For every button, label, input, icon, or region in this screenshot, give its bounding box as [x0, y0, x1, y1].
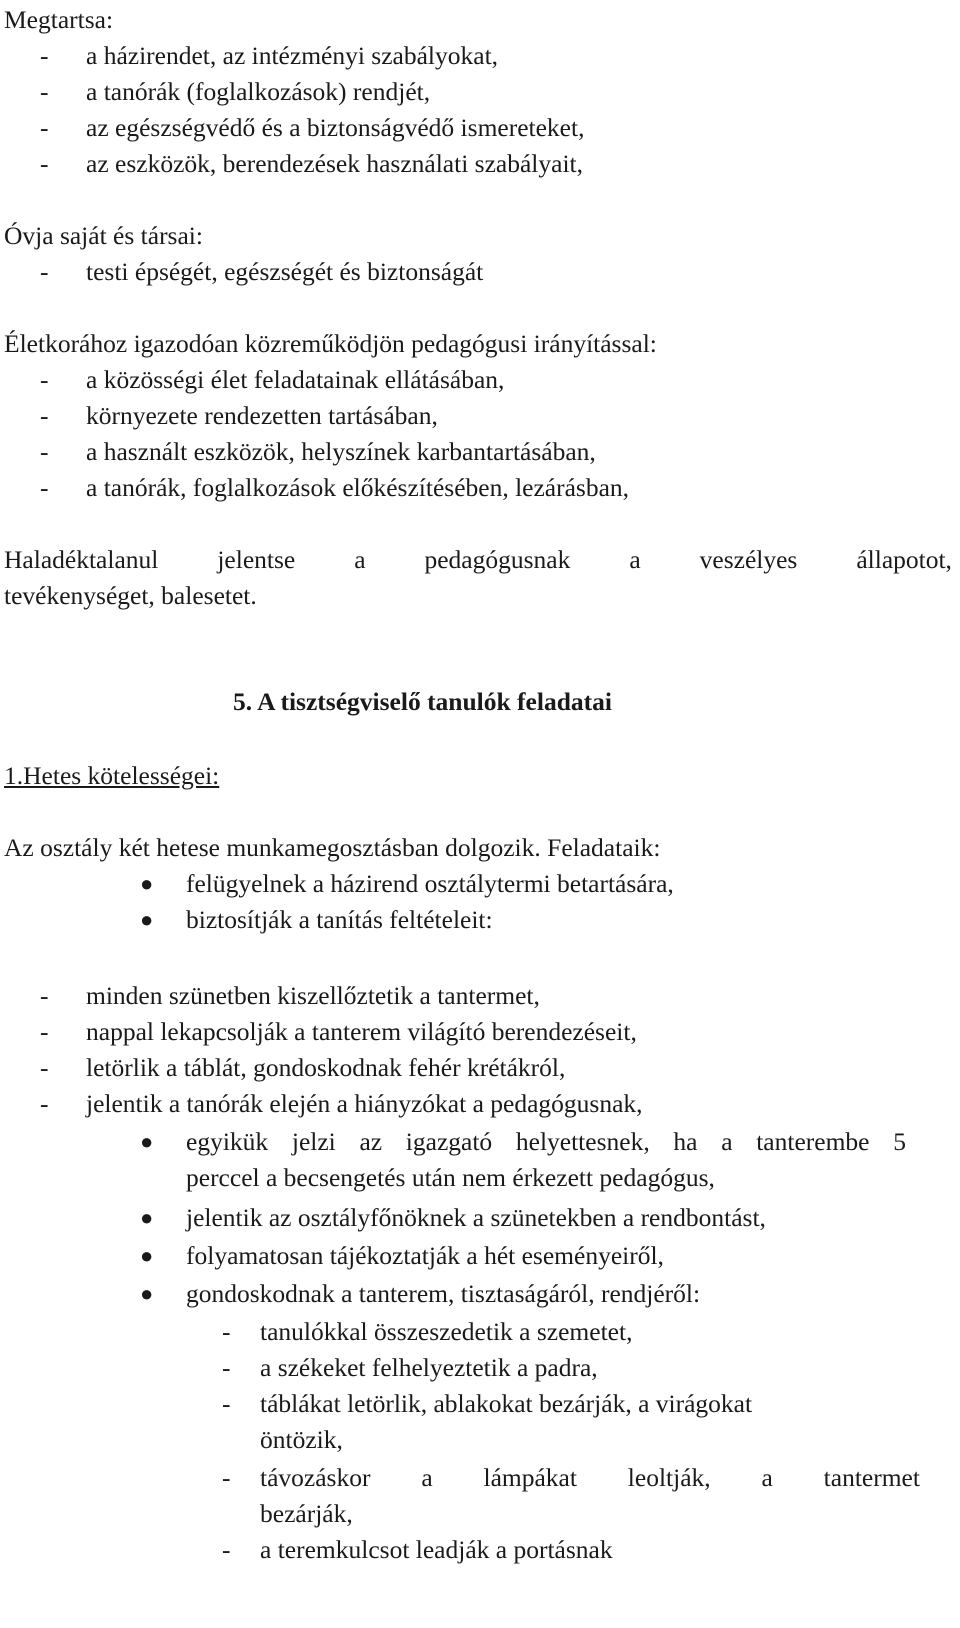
- word: állapotot,: [856, 545, 952, 574]
- list-item-text: a tanórák (foglalkozások) rendjét,: [86, 77, 431, 106]
- list-item-text: öntözik,: [260, 1425, 343, 1454]
- word: lámpákat: [483, 1463, 577, 1492]
- word: veszélyes: [699, 545, 798, 574]
- dash-marker: -: [222, 1353, 231, 1382]
- dash-marker: -: [222, 1317, 231, 1346]
- word: a: [761, 1463, 773, 1492]
- bullet-icon: ●: [140, 1243, 154, 1268]
- list-item-text: nappal lekapcsolják a tanterem világító berendezéseit,: [86, 1017, 637, 1046]
- word: ha: [673, 1127, 698, 1156]
- dash-marker: -: [40, 365, 49, 394]
- word: leoltják,: [627, 1463, 711, 1492]
- dash-marker: -: [40, 1053, 49, 1082]
- section-heading-ovja: Óvja saját és társai:: [4, 221, 203, 250]
- dash-marker: -: [40, 149, 49, 178]
- dash-marker: -: [40, 41, 49, 70]
- word: Haladéktalanul: [4, 545, 159, 574]
- word: a: [354, 545, 366, 574]
- word: 5: [893, 1127, 906, 1156]
- list-item-text: környezete rendezetten tartásában,: [86, 401, 438, 430]
- list-item-text: tanulókkal összeszedetik a szemetet,: [260, 1317, 633, 1346]
- dash-marker: -: [40, 257, 49, 286]
- bullet-text: felügyelnek a házirend osztálytermi betartására,: [186, 869, 674, 898]
- list-item-text: a teremkulcsot leadják a portásnak: [260, 1535, 613, 1564]
- bullet-text: gondoskodnak a tanterem, tisztaságáról, rendjéről:: [186, 1279, 701, 1308]
- word: jelzi: [291, 1127, 336, 1156]
- dash-marker: -: [222, 1535, 231, 1564]
- section-heading-megtartsa: Megtartsa:: [4, 5, 114, 34]
- dash-marker: -: [222, 1463, 231, 1492]
- list-item-text: testi épségét, egészségét és biztonságát: [86, 257, 484, 286]
- justified-paragraph-line: [4, 542, 952, 578]
- justified-list-line: [260, 1460, 920, 1496]
- word: a: [721, 1127, 733, 1156]
- dash-marker: -: [40, 1089, 49, 1118]
- word: igazgató: [405, 1127, 493, 1156]
- list-item-text: a székeket felhelyeztetik a padra,: [260, 1353, 598, 1382]
- bullet-icon: ●: [140, 1281, 154, 1306]
- list-item-text: a használt eszközök, helyszínek karbantartásában,: [86, 437, 596, 466]
- bullet-icon: ●: [140, 1205, 154, 1230]
- dash-marker: -: [40, 401, 49, 430]
- bullet-text: perccel a becsengetés után nem érkezett pedagógus,: [186, 1163, 715, 1192]
- bullet-icon: ●: [140, 1129, 154, 1154]
- list-item-text: a házirendet, az intézményi szabályokat,: [86, 41, 499, 70]
- justified-bullet-line: [186, 1124, 906, 1160]
- section-title: 5. A tisztségviselő tanulók feladatai: [233, 687, 612, 716]
- list-item-text: az egészségvédő és a biztonságvédő ismereteket,: [86, 113, 585, 142]
- bullet-icon: ●: [140, 907, 154, 932]
- list-item-text: az eszközök, berendezések használati szabályait,: [86, 149, 583, 178]
- word: pedagógusnak: [424, 545, 571, 574]
- dash-marker: -: [40, 437, 49, 466]
- dash-marker: -: [40, 981, 49, 1010]
- word: helyettesnek,: [515, 1127, 650, 1156]
- word: az: [359, 1127, 383, 1156]
- dash-marker: -: [40, 113, 49, 142]
- word: a: [421, 1463, 433, 1492]
- bullet-text: biztosítják a tanítás feltételeit:: [186, 905, 493, 934]
- list-item-text: táblákat letörlik, ablakokat bezárják, a virágokat: [260, 1389, 753, 1418]
- bullet-text: jelentik az osztályfőnöknek a szünetekben a rendbontást,: [186, 1203, 766, 1232]
- word: a: [629, 545, 641, 574]
- word: tantermet: [823, 1463, 920, 1492]
- bullet-icon: ●: [140, 871, 154, 896]
- bullet-text: folyamatosan tájékoztatják a hét eseményeiről,: [186, 1241, 664, 1270]
- list-item-text: minden szünetben kiszellőztetik a tantermet,: [86, 981, 540, 1010]
- dash-marker: -: [40, 1017, 49, 1046]
- dash-marker: -: [40, 473, 49, 502]
- list-item-text: bezárják,: [260, 1499, 353, 1528]
- dash-marker: -: [40, 77, 49, 106]
- word: jelentse: [217, 545, 296, 574]
- word: távozáskor: [260, 1463, 371, 1492]
- section-heading-eletkorahoz: Életkorához igazodóan közreműködjön pedagógusi irányítással:: [4, 329, 657, 358]
- word: tanterembe: [756, 1127, 870, 1156]
- list-item-text: a tanórák, foglalkozások előkészítésében, lezárásban,: [86, 473, 630, 502]
- dash-marker: -: [222, 1389, 231, 1418]
- list-item-text: jelentik a tanórák elején a hiányzókat a pedagógusnak,: [86, 1089, 643, 1118]
- paragraph-line: tevékenységet, balesetet.: [4, 581, 257, 610]
- list-item-text: letörlik a táblát, gondoskodnak fehér krétákról,: [86, 1053, 566, 1082]
- word: egyikük: [186, 1127, 269, 1156]
- list-item-text: a közösségi élet feladatainak ellátásában,: [86, 365, 505, 394]
- subsection-title: 1.Hetes kötelességei:: [4, 761, 220, 790]
- intro-text: Az osztály két hetese munkamegosztásban dolgozik. Feladataik:: [4, 833, 661, 862]
